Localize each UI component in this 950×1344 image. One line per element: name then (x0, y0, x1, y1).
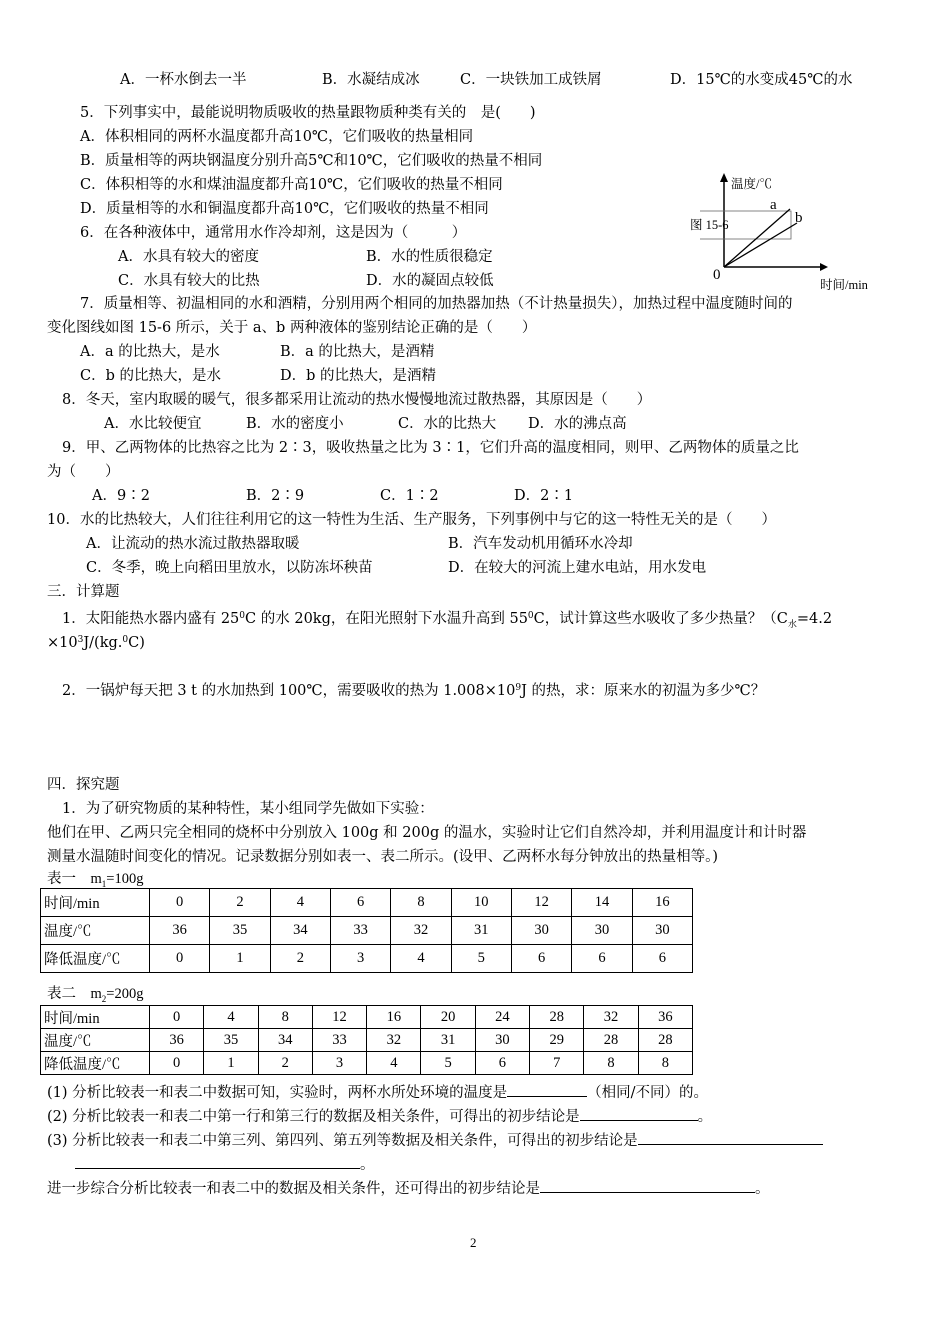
table-cell: 16 (632, 889, 692, 917)
table-cell: 10 (451, 889, 511, 917)
table-cell: 6 (330, 889, 390, 917)
row-label: 温度/℃ (41, 1029, 150, 1052)
q8-option-b: B．水的密度小 (246, 416, 344, 432)
table-cell: 4 (204, 1006, 258, 1029)
q8-stem: 8．冬天，室内取暖的暖气，很多都采用让流动的热水慢慢地流过散热器，其原因是（ ） (62, 392, 652, 408)
table-cell: 12 (312, 1006, 366, 1029)
table-cell: 30 (475, 1029, 529, 1052)
q9-option-a: A．9∶2 (92, 488, 150, 504)
table-cell: 36 (150, 917, 210, 945)
answer-blank-3b[interactable] (75, 1168, 360, 1169)
table-cell: 7 (530, 1052, 584, 1075)
q6-option-d: D．水的凝固点较低 (366, 273, 494, 289)
row-label: 降低温度/℃ (41, 1052, 150, 1075)
q9-option-d: D．2∶1 (514, 488, 574, 504)
q4-option-d: D．15℃的水变成45℃的水 (670, 72, 853, 88)
table-cell: 4 (270, 889, 330, 917)
analysis-3-cont: 。 (75, 1156, 375, 1174)
table-cell: 2 (270, 945, 330, 973)
table-cell: 33 (312, 1029, 366, 1052)
table-cell: 24 (475, 1006, 529, 1029)
table-cell: 32 (584, 1006, 638, 1029)
table-cell: 28 (638, 1029, 692, 1052)
figure-origin: 0 (713, 267, 721, 283)
table-cell: 6 (632, 945, 692, 973)
x-axis-arrow (820, 263, 828, 271)
table-cell: 33 (330, 917, 390, 945)
table-cell: 30 (632, 917, 692, 945)
answer-blank-4[interactable] (540, 1192, 755, 1193)
table-cell: 8 (638, 1052, 692, 1075)
q6-option-b: B．水的性质很稳定 (366, 249, 493, 265)
q7-option-b: B．a 的比热大，是酒精 (280, 344, 435, 360)
table1-caption: 表一 $m_1=100g$ (47, 871, 144, 889)
table-cell: 36 (150, 1029, 204, 1052)
table-row (41, 1052, 693, 1075)
table-cell: 6 (511, 945, 571, 973)
table-2 (40, 1005, 693, 1075)
analysis-4: 进一步综合分析比较表一和表二中的数据及相关条件，还可得出的初步结论是 。 (47, 1181, 770, 1197)
table-row (41, 945, 693, 973)
q5-option-c: C．体积相等的水和煤油温度都升高10℃，它们吸收的热量不相同 (80, 177, 503, 193)
answer-blank-2[interactable] (580, 1120, 698, 1121)
table-row (41, 1006, 693, 1029)
q8-option-d: D．水的沸点高 (528, 416, 627, 432)
table-cell: 2 (210, 889, 270, 917)
table-row (41, 889, 693, 917)
table-cell: 4 (391, 945, 451, 973)
table-cell: 0 (150, 1006, 204, 1029)
q7-stem-line1: 7．质量相等、初温相同的水和酒精，分别用两个相同的加热器加热（不计热量损失），加热过程中温度随时间的 (80, 296, 793, 312)
q5-stem: 5．下列事实中，最能说明物质吸收的热量跟物质种类有关的 是( ) (80, 105, 536, 121)
q9-option-c: C．1∶2 (380, 488, 439, 504)
table-cell: 35 (210, 917, 270, 945)
table-cell: 35 (204, 1029, 258, 1052)
q6-option-c: C．水具有较大的比热 (118, 273, 260, 289)
table-cell: 6 (475, 1052, 529, 1075)
q9-stem-line1: 9．甲、乙两物体的比热容之比为 2∶3，吸收热量之比为 3∶1，它们升高的温度相同，则甲、乙两物体的质量之比 (62, 440, 799, 456)
table-cell: 1 (210, 945, 270, 973)
q7-option-c: C．b 的比热大，是水 (80, 368, 221, 384)
table-cell: 8 (258, 1006, 312, 1029)
q7-stem-line2: 变化图线如图 15-6 所示，关于 a、b 两种液体的鉴别结论正确的是（ ） (47, 320, 537, 336)
table-1 (40, 888, 693, 973)
table-cell: 12 (511, 889, 571, 917)
table-cell: 29 (530, 1029, 584, 1052)
q5-option-d: D．质量相等的水和铜温度都升高10℃，它们吸收的热量不相同 (80, 201, 489, 217)
table-cell: 36 (638, 1006, 692, 1029)
row-label: 时间/min (41, 889, 150, 917)
q10-option-b: B．汽车发动机用循环水冷却 (448, 536, 633, 552)
table-cell: 20 (421, 1006, 475, 1029)
table-cell: 3 (330, 945, 390, 973)
explore-1-para-line2: 测量水温随时间变化的情况。记录数据分别如表一、表二所示。(设甲、乙两杯水每分钟放出的热量相等。) (47, 849, 719, 865)
explore-1-intro: 1．为了研究物质的某种特性，某小组同学先做如下实验： (62, 801, 434, 817)
table-cell: 2 (258, 1052, 312, 1075)
q8-option-c: C．水的比热大 (398, 416, 497, 432)
q9-option-b: B．2∶9 (246, 488, 305, 504)
figure-x-label: 时间/min (820, 278, 868, 292)
q6-option-a: A．水具有较大的密度 (118, 249, 259, 265)
table-cell: 32 (367, 1029, 421, 1052)
q7-option-d: D．b 的比热大，是酒精 (280, 368, 437, 384)
table-cell: 3 (312, 1052, 366, 1075)
q10-option-a: A．让流动的热水流过散热器取暖 (86, 536, 300, 552)
calc-1-line2: $\times 10^3J/(kg.^0C)$ (47, 635, 145, 651)
table-cell: 31 (421, 1029, 475, 1052)
q7-option-a: A．a 的比热大，是水 (80, 344, 220, 360)
q5-option-b: B．质量相等的两块钢温度分别升高5℃和10℃，它们吸收的热量不相同 (80, 153, 543, 169)
table-cell: 1 (204, 1052, 258, 1075)
table-cell: 14 (572, 889, 632, 917)
table-cell: 8 (391, 889, 451, 917)
q4-option-c: C．一块铁加工成铁屑 (460, 72, 602, 88)
table-cell: 4 (367, 1052, 421, 1075)
table-row (41, 1029, 693, 1052)
calc-1-line1: 1．太阳能热水器内盛有 $25^0C$ 的水 20kg，在阳光照射下水温升高到 $55^0C$，试计算这些水吸收了多少热量？（$C_水=4.2$ (62, 611, 833, 630)
table-cell: 28 (530, 1006, 584, 1029)
table-cell: 28 (584, 1029, 638, 1052)
figure-caption: 图 15-6 (690, 218, 729, 232)
calc-2: 2．一锅炉每天把 3 t 的水加热到 100℃，需要吸收的热为 $1.008\times 10^9J$ 的热，求：原来水的初温为多少℃？ (62, 683, 766, 699)
table-cell: 34 (270, 917, 330, 945)
table-cell: 16 (367, 1006, 421, 1029)
line-a (724, 209, 790, 267)
q10-stem: 10．水的比热较大，人们往往利用它的这一特性为生活、生产服务，下列事例中与它的这一特性无关的是（ ） (47, 512, 776, 528)
section-3-title: 三．计算题 (47, 584, 120, 600)
table-cell: 0 (150, 889, 210, 917)
q4-option-b: B．水凝结成冰 (322, 72, 420, 88)
table-row (41, 917, 693, 945)
explore-1-para-line1: 他们在甲、乙两只完全相同的烧杯中分别放入 100g 和 200g 的温水，实验时让它们自然冷却，并利用温度计和计时器 (47, 825, 807, 841)
section-4-title: 四．探究题 (47, 777, 120, 793)
table-cell: 30 (511, 917, 571, 945)
q9-stem-line2: 为（ ） (47, 464, 120, 480)
q6-stem: 6．在各种液体中，通常用水作冷却剂，这是因为（ ） (80, 225, 467, 241)
q10-option-c: C．冬季，晚上向稻田里放水，以防冻坏秧苗 (86, 560, 373, 576)
figure-line-a-label: a (770, 197, 777, 213)
analysis-2: (2) 分析比较表一和表二中第一行和第三行的数据及相关条件，可得出的初步结论是 。 (47, 1109, 713, 1125)
table-cell: 5 (421, 1052, 475, 1075)
table-cell: 6 (572, 945, 632, 973)
answer-blank-1[interactable] (507, 1096, 587, 1097)
table2-caption: 表二 $m_2=200g$ (47, 986, 144, 1004)
table-cell: 8 (584, 1052, 638, 1075)
row-label: 时间/min (41, 1006, 150, 1029)
figure-line-b-label: b (795, 210, 803, 226)
answer-blank-3a[interactable] (638, 1144, 823, 1145)
table-cell: 32 (391, 917, 451, 945)
table-cell: 0 (150, 945, 210, 973)
q10-option-d: D．在较大的河流上建水电站，用水发电 (448, 560, 707, 576)
table-cell: 34 (258, 1029, 312, 1052)
page-number: 2 (470, 1235, 477, 1250)
table-cell: 31 (451, 917, 511, 945)
analysis-1: (1) 分析比较表一和表二中数据可知，实验时，两杯水所处环境的温度是 （相同/不同）的。 (47, 1085, 709, 1101)
analysis-3: (3) 分析比较表一和表二中第三列、第四列、第五列等数据及相关条件，可得出的初步结论是 (47, 1132, 823, 1150)
y-axis-arrow (720, 173, 728, 182)
table-cell: 0 (150, 1052, 204, 1075)
row-label: 温度/℃ (41, 917, 150, 945)
line-b (724, 223, 797, 267)
figure-y-label: 温度/℃ (731, 177, 772, 191)
q4-option-a: A．一杯水倒去一半 (120, 72, 247, 88)
table-cell: 30 (572, 917, 632, 945)
q5-option-a: A．体积相同的两杯水温度都升高10℃，它们吸收的热量相同 (80, 129, 474, 145)
table-cell: 5 (451, 945, 511, 973)
row-label: 降低温度/℃ (41, 945, 150, 973)
q8-option-a: A．水比较便宜 (104, 416, 202, 432)
